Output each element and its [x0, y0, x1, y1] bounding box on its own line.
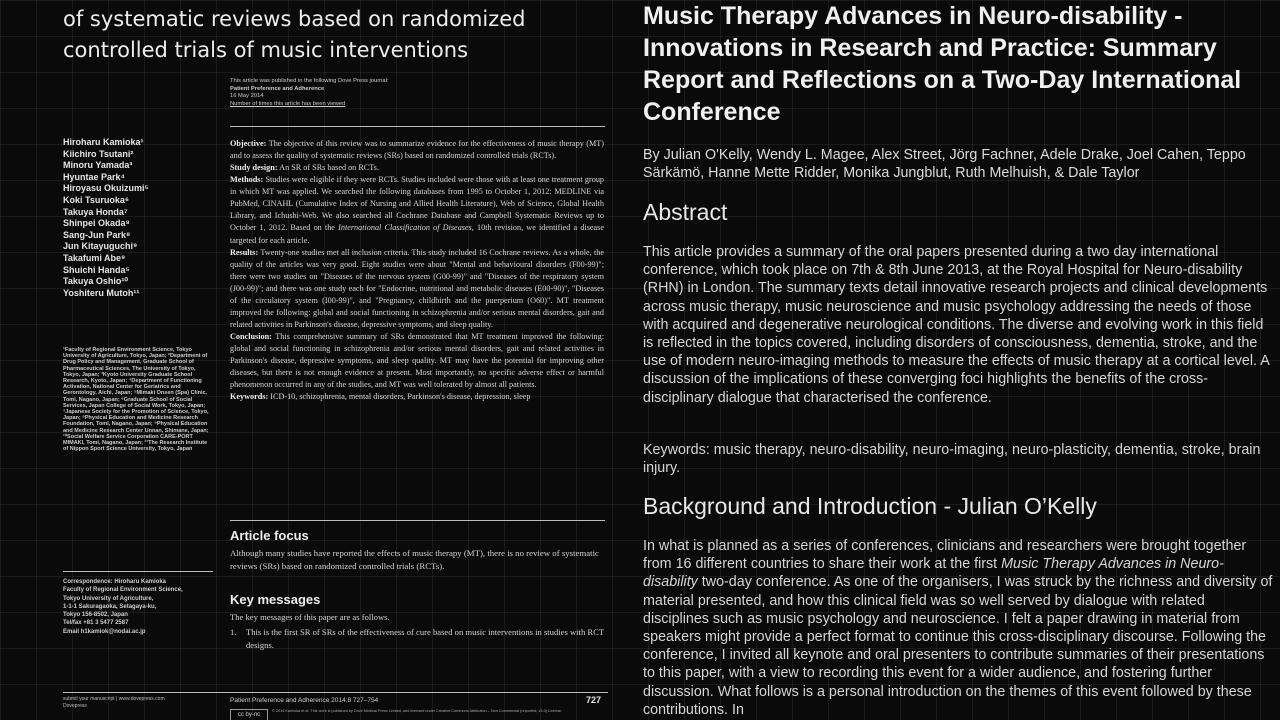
pubnote-line: This article was published in the following Dove Press journal: — [230, 78, 389, 84]
background-heading: Background and Introduction - Julian O’Kelly — [643, 493, 1097, 519]
background-text: two-day conference. As one of the organisers, I was struck by the richness and diversity of material presented, and how this clinical field was so well served by dialogue with related disciplines such as music psychology and neuroscience. I felt a paper drawing in material from speakers might provide a perfect format to continue this cross-disciplinary discourse. Following the conference, I invited all keynote and oral presenters to contribute summaries of their presentations to this paper, with a view to recording this event for a wider audience, and fostering further discussion. What follows is a personal introduction on the themes of this event followed by these contributions. In — [643, 574, 1273, 718]
pubnote-journal: Patient Preference and Adherence — [230, 85, 325, 92]
abstract-methods-end: , 10th revision, we identified a disease targeted for each article. — [230, 223, 604, 245]
key-messages-intro: The key messages of this paper are as follows. — [230, 612, 390, 622]
right-document-page — [632, 0, 1280, 720]
correspondence-line: 1-1-1 Sakuragaoka, Setagaya-ku, — [63, 603, 157, 610]
footer-submit-link[interactable]: submit your manuscript | www.dovepress.com — [63, 696, 165, 702]
author-byline: By Julian O'Kelly, Wendy L. Magee, Alex Street, Jörg Fachner, Adele Drake, Joel Cahen, Teppo Särkämö, Hanne Mette Ridder, Monika Jungblut, Ruth Melhuish, & Dale Taylor — [643, 147, 1246, 181]
author: Kiichiro Tsutani² — [63, 148, 134, 159]
abstract-design-label: Study design: — [230, 163, 278, 173]
author: Shinpei Okada⁸ — [63, 218, 130, 229]
author: Takuya Honda⁷ — [63, 206, 128, 217]
correspondence-line: Faculty of Regional Environment Science, — [63, 587, 183, 594]
abstract-paragraph: This article provides a summary of the oral papers presented during a two day international conference, which took place on 7th & 8th June 2013, at the Royal Hospital for Neuro-disability (RHN) in London. The summary texts detail innovative research projects and clinical developments across music therapy, music neuroscience and music psychology addressing the needs of those with acquired and degenerative neurological conditions. The diverse and evolving work in this field is reflected in the topics covered, including disorders of consciousness, dementia, stroke, and the use of modern neuro-imaging methods to measure the effects of music therapy at a cortical level. A discussion of the implications of these converging foci highlights the benefits of the cross-disciplinary dialogue that characterised the conference. — [643, 244, 1269, 406]
abstract-results-label: Results: — [230, 247, 259, 257]
article-focus-text: Although many studies have reported the effects of music therapy (MT), there is no review of systematic reviews (SRs) based on randomized controlled trials (RCTs). — [230, 548, 599, 571]
author: Minoru Yamada³ — [63, 160, 133, 171]
left-title-line-2: controlled trials of music interventions — [63, 38, 469, 62]
divider — [230, 520, 605, 521]
page-number: 727 — [586, 695, 602, 705]
abstract-conclusion: This comprehensive summary of SRs demonstrated that MT treatment improved the following: global and social functioning in schizophrenia and/or serious mental disorders, gait and related activities in Parkinson's disease, depressive symptoms, and sleep quality. MT may have the potential for improving other diseases, but there is not enough evidence at present. Most importantly, no specific adverse effect or harmful phenomenon occurred in any of the studies, and MT was well tolerated by almost all patients. — [230, 332, 604, 390]
footer-journal-citation: Patient Preference and Adherence 2014:8 727–754 — [230, 697, 379, 704]
correspondence-line: Tokyo University of Agriculture, — [63, 595, 154, 602]
author-list — [63, 137, 223, 299]
author: Takafumi Abe⁹ — [63, 252, 126, 263]
footer-left — [63, 696, 223, 710]
left-title-line-1: of systematic reviews based on randomized — [63, 7, 526, 31]
author: Yoshiteru Mutoh¹¹ — [63, 287, 140, 298]
divider — [63, 571, 213, 572]
abstract-design: An SR of SRs based on RCTs. — [279, 163, 379, 173]
abstract-keywords: ICD-10, schizophrenia, mental disorders, Parkinson's disease, depression, sleep — [270, 392, 531, 402]
divider — [230, 126, 605, 127]
abstract-methods-label: Methods: — [230, 175, 264, 185]
author: Hyuntae Park⁴ — [63, 171, 125, 182]
divider — [63, 692, 608, 693]
key-message-number: 1. — [230, 627, 237, 637]
abstract-heading: Abstract — [643, 199, 728, 225]
abstract-results: Twenty-one studies met all inclusion criteria. This study included 16 Cochrane reviews. As a whole, the quality of the articles was very good. Eight studies were about "Mental and behavioural disorders (F00-99)"; there were two studies on "Diseases of the nervous system (G00-99)" and "Diseases of the respiratory system (J00-99)"; and there was one study each for "Endocrine, nutritional and metabolic diseases (E00-90)", "Diseases of the circulatory system (I00-99)", and "Pregnancy, childbirth and the puerperium (O60)". MT treatment improved the following: global and social functioning in schizophrenia and/or serious mental disorders, gait and related activities in Parkinson's disease, depressive symptoms, and sleep quality. — [230, 247, 604, 329]
abstract-keywords-label: Keywords: — [230, 392, 269, 402]
article-title: Music Therapy Advances in Neuro-disability - Innovations in Research and Practice: Summary Report and Reflections on a Two-Day International Conference — [643, 2, 1242, 126]
author: Shuichi Handa⁵ — [63, 264, 130, 275]
background-paragraph — [643, 537, 1273, 719]
left-article-title — [63, 4, 623, 66]
publication-note — [230, 78, 530, 108]
abstract-methods-italic: International Classification of Diseases — [338, 223, 472, 233]
key-messages-heading: Key messages — [230, 592, 321, 607]
pubnote-views-link[interactable]: Number of times this article has been viewed — [230, 100, 346, 107]
structured-abstract — [230, 138, 604, 403]
license-text: © 2014 Kamioka et al. This work is published by Dove Medical Press Limited, and licensed under Creative Commons Attribution – Non Commercial (unported, v3.0) License. — [272, 709, 563, 713]
author: Sang-Jun Park⁸ — [63, 229, 131, 240]
abstract-conclusion-label: Conclusion: — [230, 332, 272, 341]
creative-commons-badge: cc by-nc — [230, 709, 268, 720]
key-message-item — [230, 626, 606, 651]
background-text: In what is planned as a series of conferences, clinicians and researchers were brought together from 16 different countries to share their work at the first — [643, 538, 1247, 573]
correspondence-tel: Tel/fax +81 3 5477 2587 — [63, 620, 129, 627]
key-message-text: This is the first SR of SRs of the effectiveness of cure based on music interventions in studies with RCT designs. — [246, 627, 604, 650]
abstract-methods: Studies were eligible if they were RCTs. Studies included were those with at least one treatment group in which MT was applied. We searched the following databases from 1995 to October 1, 2012: MEDLINE via PubMed, CINAHL (Cumulative Index of Nursing and Allied Health Literature), Web of Science, Global Health Library, and Ichushi-Web. We also searched all Cochrane Database and Campbell Systematic Reviews up to October 1, 2012. Based on the — [230, 175, 605, 233]
affiliations: ¹Faculty of Regional Environment Science, Tokyo University of Agriculture, Tokyo, Japan; ²Department of Drug Policy and Management, Graduate School of Pharmaceutical Sciences, The University of Tokyo, Tokyo, Japan; ³Kyoto University Graduate School Research, Kyoto, Japan; ⁴Department of Functioning Activation, National Center for Geriatrics and Gerontology, Aichi, Japan; ⁵Mimaki Onsen (Spa) Clinic, Tomi, Nagano, Japan; ⁶Graduate School of Social Services, Japan College of Social Work, Tokyo, Japan; ⁷Japanese Society for the Promotion of Science, Tokyo, Japan; ⁸Physical Education and Medicine Research Foundation, Tomi, Nagano, Japan; ⁹Physical Education and Medicine Research Center Unnan, Shimane, Japan; ¹⁰Social Welfare Service Corporation CARE-PORT MIMAKI, Tomi, Nagano, Japan; ¹¹The Research Institute of Nippon Sport Science University, Tokyo, Japan — [63, 347, 209, 453]
author: Hiroharu Kamioka¹ — [63, 137, 144, 147]
author: Koki Tsuruoka⁶ — [63, 194, 129, 205]
author: Jun Kitayuguchi⁹ — [63, 241, 138, 252]
author: Takuya Oshio¹⁰ — [63, 276, 128, 287]
footer-publisher: Dovepress — [63, 703, 87, 709]
pubnote-date: 16 May 2014 — [230, 93, 264, 100]
abstract-objective: The objective of this review was to summarize evidence for the effectiveness of music therapy (MT) and to assess the quality of systematic reviews (SRs) based on randomized controlled trials (RCTs). — [230, 139, 604, 161]
article-focus-heading: Article focus — [230, 528, 309, 543]
author: Hiroyasu Okuizumi⁵ — [63, 183, 149, 194]
correspondence-label: Correspondence: Hiroharu Kamioka — [63, 579, 167, 585]
abstract-objective-label: Objective: — [230, 139, 267, 148]
correspondence-email[interactable]: Email h1kamiok@nodai.ac.jp — [63, 628, 146, 635]
conference-name: Music Therapy Advances in Neuro-disability — [643, 556, 1224, 591]
correspondence-block — [63, 578, 218, 636]
keywords-paragraph: Keywords: music therapy, neuro-disability, neuro-imaging, neuro-plasticity, dementia, stroke, brain injury. — [643, 442, 1261, 477]
correspondence-line: Tokyo 156-8502, Japan — [63, 612, 128, 619]
